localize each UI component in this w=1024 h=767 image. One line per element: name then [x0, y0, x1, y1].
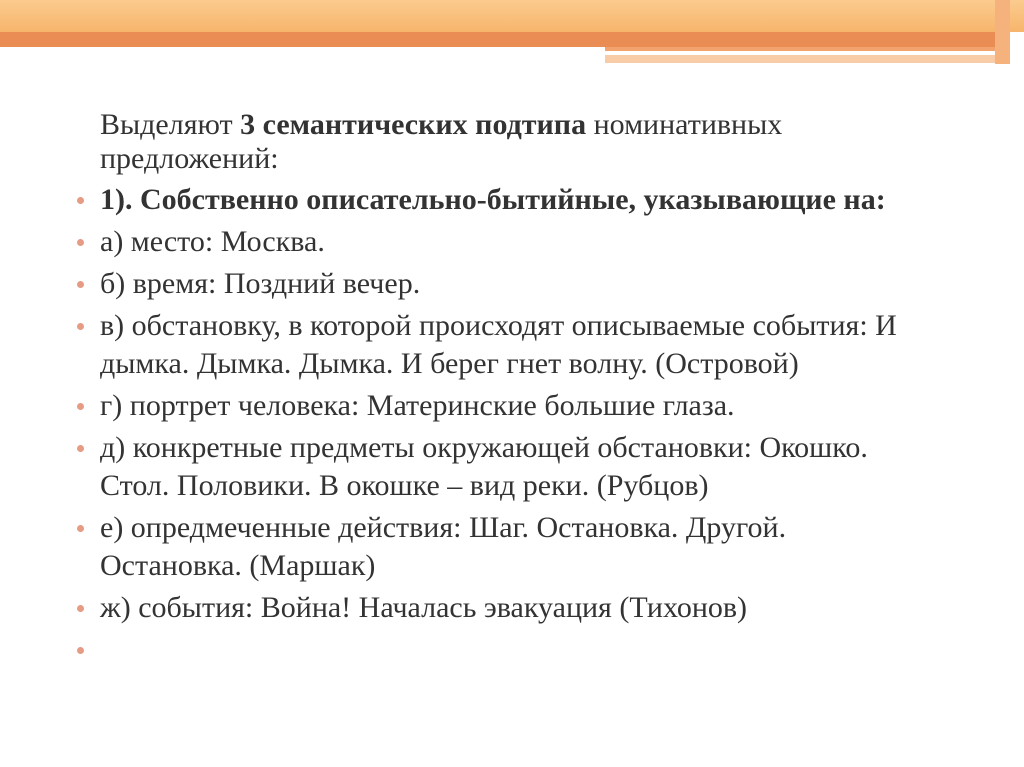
header-vertical-bar [995, 0, 1010, 64]
empty-list-item [100, 631, 1000, 669]
list-item-text: Остановка. (Маршак) [100, 549, 376, 582]
intro-paragraph [100, 108, 782, 176]
intro-line-1 [100, 108, 782, 142]
list-item [100, 589, 1000, 627]
intro-text-before: Выделяют [100, 108, 241, 141]
header-thin-line [605, 47, 1000, 51]
list-item-text: е) опредмеченные действия: Шаг. Остановка. Другой. [100, 511, 787, 544]
bullet-icon [75, 509, 87, 547]
list-item-text: ж) события: Война! Началась эвакуация (Тихонов) [100, 591, 748, 624]
header-band [0, 0, 1024, 32]
intro-text-bold: 3 семантических подтипа [240, 108, 587, 141]
list-item [100, 181, 1000, 219]
list-item-text: дымка. Дымка. Дымка. И берег гнет волну. (Островой) [100, 347, 799, 380]
list-item-text: в) обстановку, в которой происходят описываемые события: И [100, 309, 897, 342]
bullet-icon [75, 265, 87, 303]
list-item [100, 509, 1000, 585]
bullet-icon [75, 429, 87, 467]
list-item-text: д) конкретные предметы окружающей обстановки: Окошко. [100, 431, 868, 464]
intro-text-after: номинативных [586, 108, 783, 141]
bullet-icon [75, 589, 87, 627]
list-item-text: а) место: Москва. [100, 225, 325, 258]
bullet-icon [75, 223, 87, 261]
bullet-icon [75, 181, 87, 219]
list-item [100, 307, 1000, 383]
bullet-icon [75, 631, 87, 669]
list-item-text: б) время: Поздний вечер. [100, 267, 421, 300]
header-line [0, 32, 1000, 47]
header-light-line [605, 55, 1000, 63]
list-item [100, 387, 1000, 425]
list-item [100, 223, 1000, 261]
list-item [100, 265, 1000, 303]
list-item-text: г) портрет человека: Материнские большие глаза. [100, 389, 735, 422]
list-item [100, 429, 1000, 505]
bullet-icon [75, 307, 87, 345]
bullet-icon [75, 387, 87, 425]
list-item-text: 1). Собственно описательно-бытийные, указывающие на: [100, 183, 886, 216]
list-item-text: Стол. Половики. В окошке – вид реки. (Рубцов) [100, 469, 709, 502]
bullet-list [100, 181, 1000, 673]
intro-line-2: предложений: [100, 142, 279, 175]
